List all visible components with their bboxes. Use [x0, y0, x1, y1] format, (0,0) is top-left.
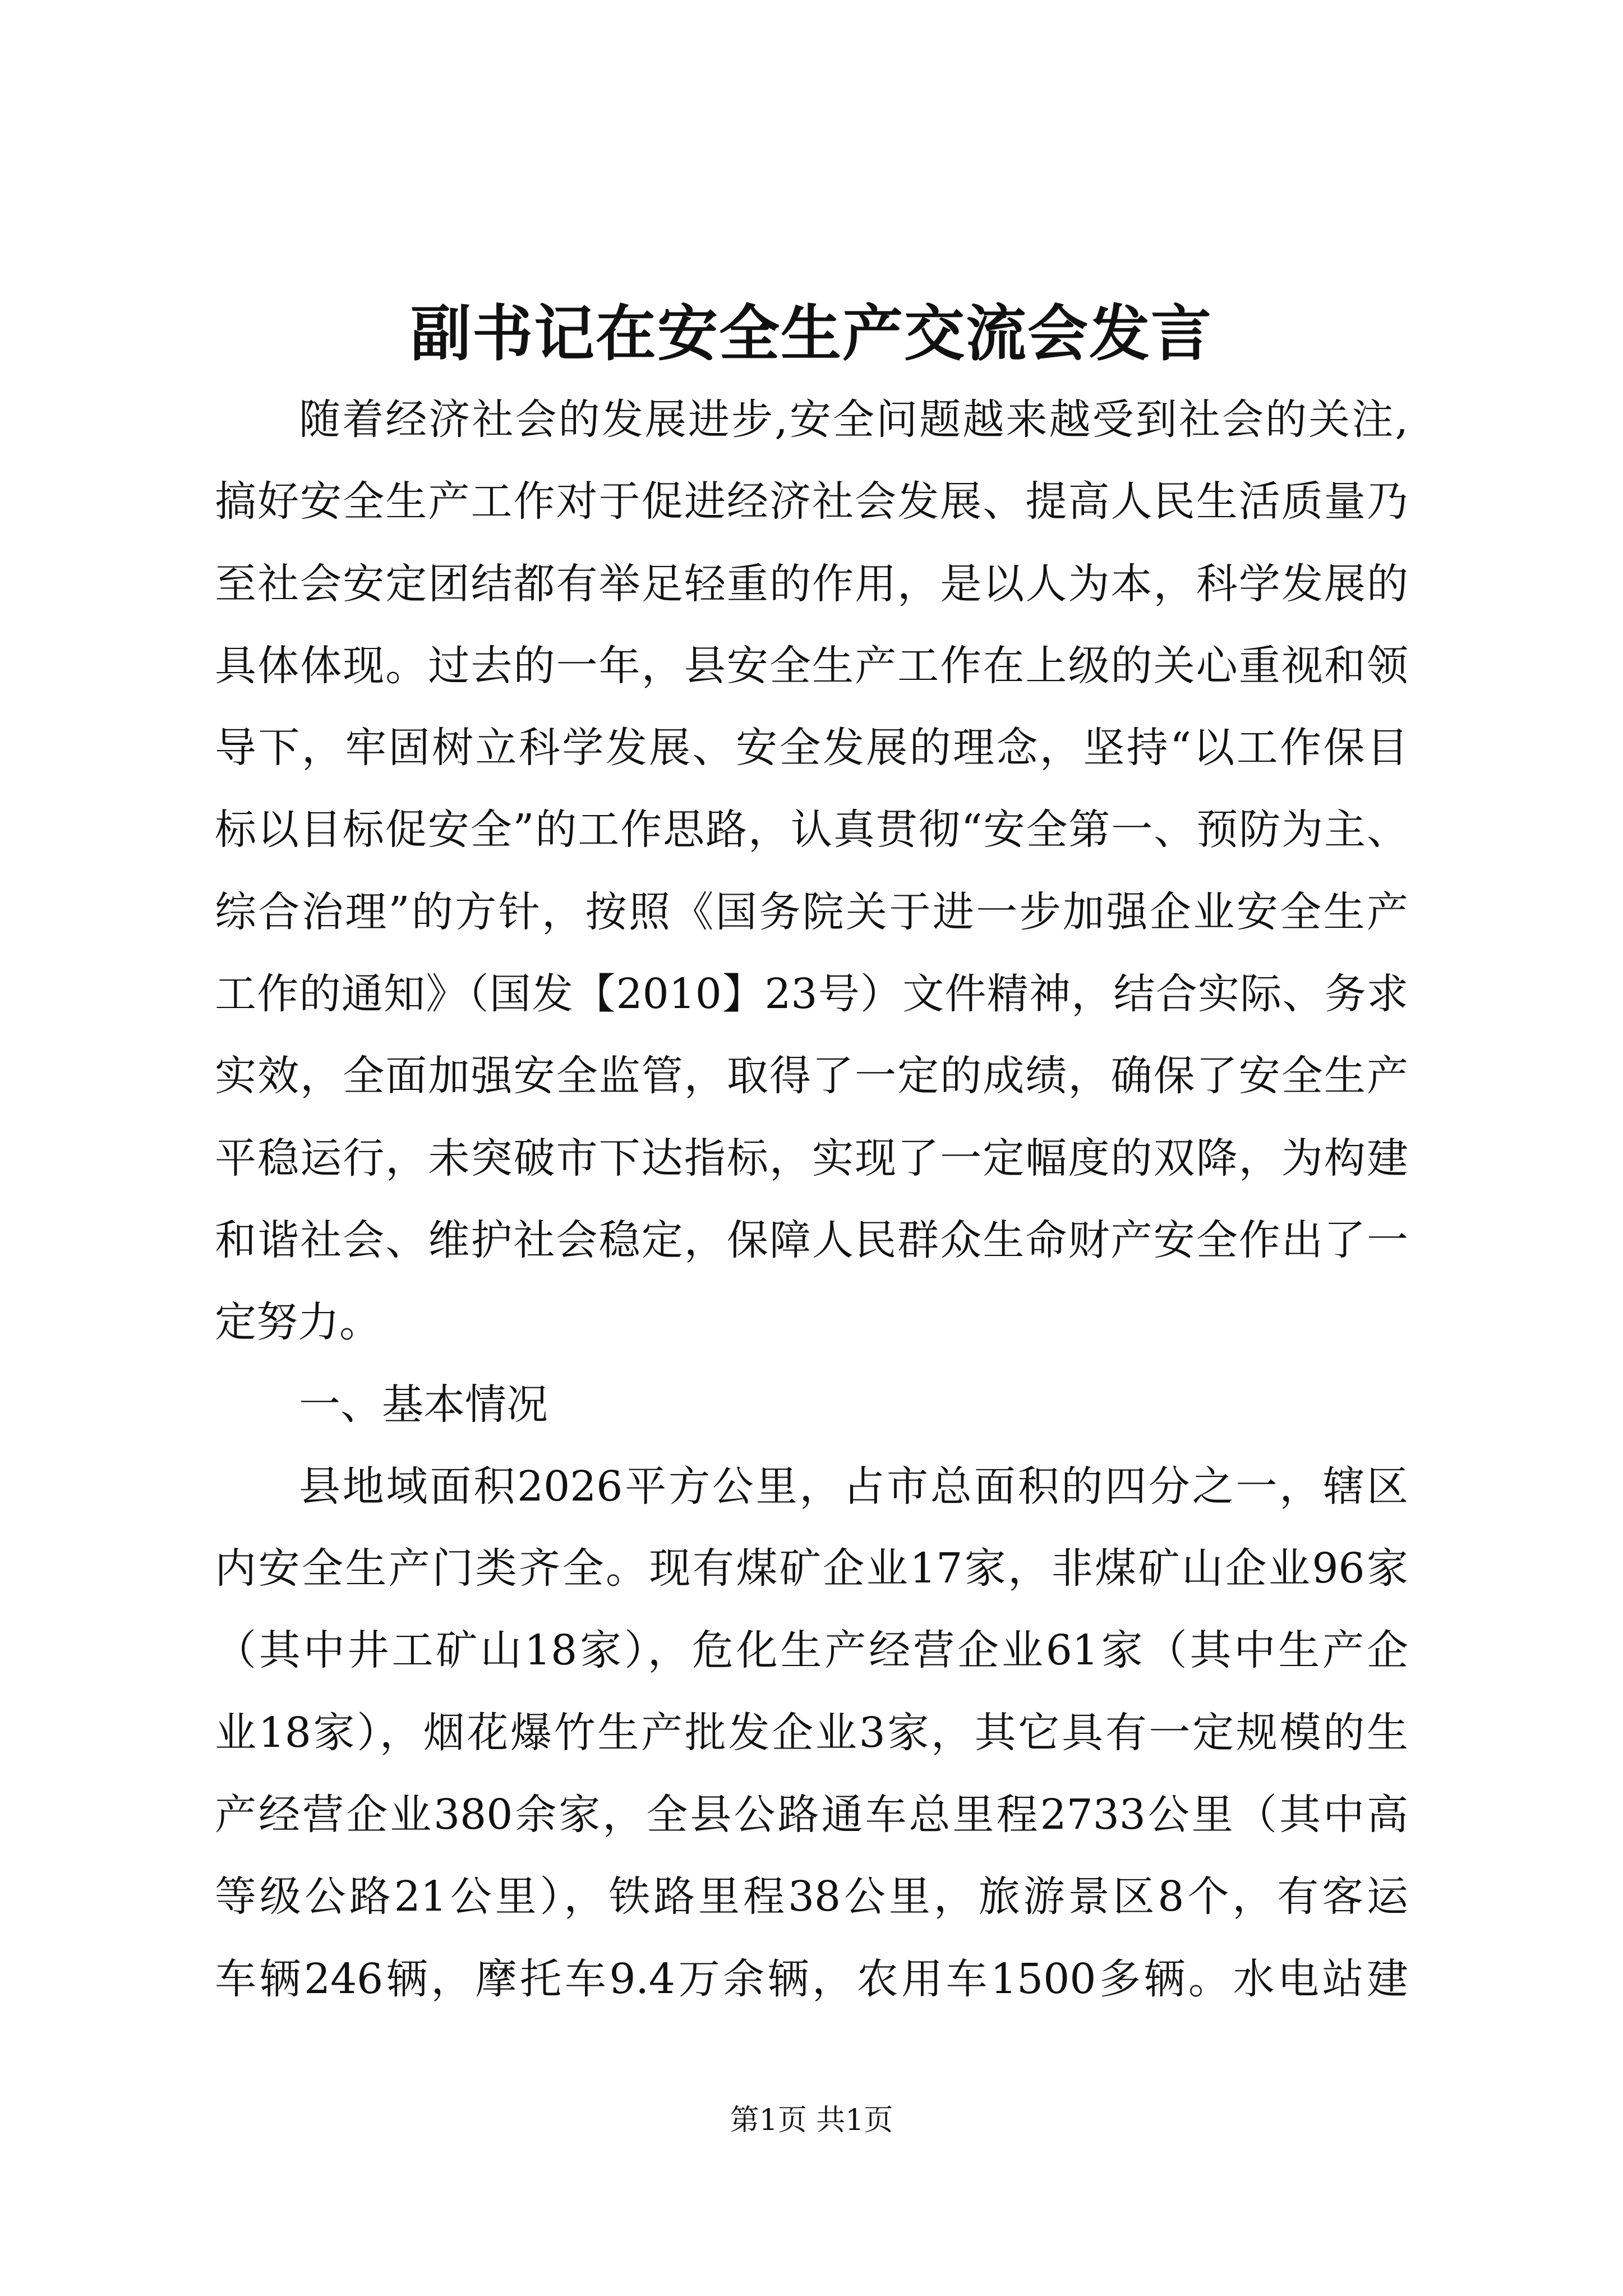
paragraph-line: 县地域面积2026平方公里，占市总面积的四分之一，辖区 — [299, 1462, 1408, 1511]
paragraph-line: 和谐社会、维护社会稳定，保障人民群众生命财产安全作出了一 — [215, 1216, 1408, 1264]
paragraph-line: 导下，牢固树立科学发展、安全发展的理念，坚持“以工作保目 — [215, 724, 1408, 772]
paragraph-line: 工作的通知》（国发【2010】23号）文件精神，结合实际、务求 — [215, 970, 1408, 1019]
document-title: 副书记在安全生产交流会发言 — [410, 298, 1212, 369]
paragraph-line: 综合治理”的方针，按照《国务院关于进一步加强企业安全生产 — [215, 887, 1408, 936]
paragraph-line: 等级公路21公里），铁路里程38公里，旅游景区8个，有客运 — [215, 1872, 1408, 1921]
paragraph-line: 随着经济社会的发展进步,安全问题越来越受到社会的关注, — [299, 395, 1408, 444]
paragraph-line: 搞好安全生产工作对于促进经济社会发展、提高人民生活质量乃 — [215, 477, 1408, 526]
paragraph-line: 实效，全面加强安全监管，取得了一定的成绩，确保了安全生产 — [215, 1052, 1408, 1101]
document-body — [215, 379, 1408, 2020]
page-number-footer: 第1页 共1页 — [730, 2104, 893, 2137]
paragraph-line: 具体体现。过去的一年，县安全生产工作在上级的关心重视和领 — [215, 641, 1408, 690]
paragraph-line: 标以目标促安全”的工作思路，认真贯彻“安全第一、预防为主、 — [215, 806, 1408, 854]
paragraph-line: 至社会安定团结都有举足轻重的作用，是以人为本，科学发展的 — [215, 559, 1408, 608]
paragraph-line: 定努力。 — [215, 1298, 381, 1347]
paragraph-line: 车辆246辆，摩托车9.4万余辆，农用车1500多辆。水电站建 — [215, 1954, 1408, 2003]
paragraph-line: （其中井工矿山18家），危化生产经营企业61家（其中生产企 — [215, 1626, 1408, 1675]
paragraph-line: 产经营企业380余家，全县公路通车总里程2733公里（其中高 — [215, 1791, 1408, 1839]
paragraph-line: 平稳运行，未突破市下达指标，实现了一定幅度的双降，为构建 — [215, 1134, 1408, 1182]
paragraph-line: 内安全生产门类齐全。现有煤矿企业17家，非煤矿山企业96家 — [215, 1544, 1408, 1593]
paragraph-line: 业18家），烟花爆竹生产批发企业3家，其它具有一定规模的生 — [215, 1708, 1408, 1757]
section-heading: 一、基本情况 — [299, 1380, 548, 1429]
